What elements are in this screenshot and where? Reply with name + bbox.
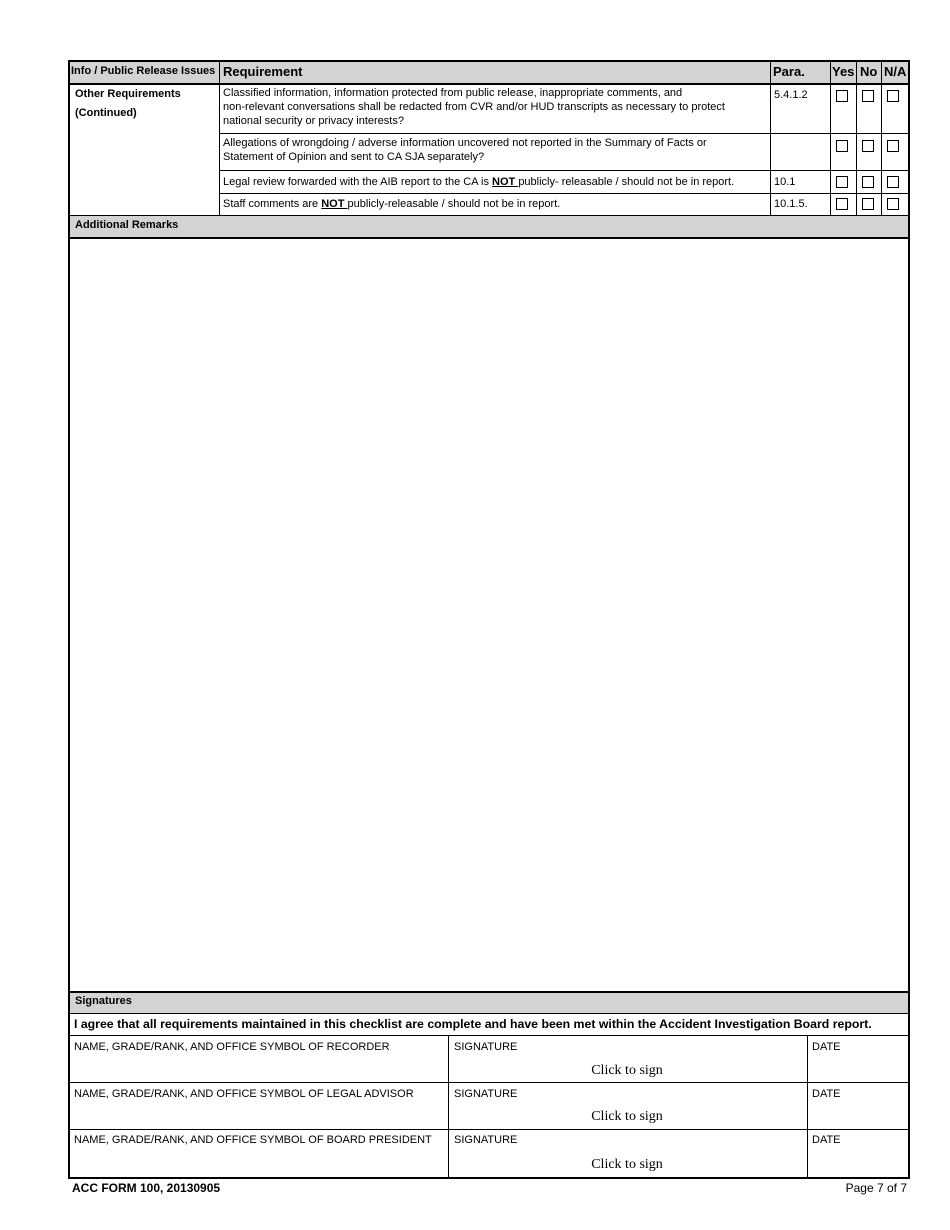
recorder-sign-field[interactable]: Click to sign: [591, 1063, 663, 1078]
header-para: Para.: [773, 64, 805, 79]
requirement-text-end: publicly-releasable / should not be in report.: [347, 198, 561, 210]
requirement-line: non-relevant conversations shall be redacted from CVR and/or HUD transcripts as necessary to protect: [223, 101, 725, 113]
na-checkbox[interactable]: [887, 140, 899, 152]
no-checkbox[interactable]: [862, 198, 874, 210]
row-divider: [219, 133, 908, 134]
yes-checkbox[interactable]: [836, 140, 848, 152]
remarks-textarea[interactable]: [70, 239, 908, 991]
no-checkbox[interactable]: [862, 90, 874, 102]
header-info: Info / Public Release Issues: [71, 65, 216, 77]
yes-checkbox[interactable]: [836, 90, 848, 102]
legal-advisor-sign-field[interactable]: Click to sign: [591, 1109, 663, 1124]
legal-advisor-name-label: NAME, GRADE/RANK, AND OFFICE SYMBOL OF LEGAL ADVISOR: [74, 1088, 414, 1100]
requirement-line: Statement of Opinion and sent to CA SJA separately?: [223, 151, 485, 163]
requirement-text: [223, 176, 734, 190]
na-checkbox[interactable]: [887, 90, 899, 102]
signatures-header: [70, 993, 908, 1013]
date-label: DATE: [812, 1041, 841, 1053]
requirement-line: Classified information, information protected from public release, inappropriate comments, and: [223, 87, 683, 99]
signatures-divider: [70, 1082, 908, 1083]
requirement-text-start: Staff comments are: [223, 198, 322, 210]
board-president-sign-field[interactable]: Click to sign: [591, 1157, 663, 1172]
na-checkbox[interactable]: [887, 198, 899, 210]
requirement-text: [223, 198, 560, 212]
signatures-divider: [70, 1035, 908, 1036]
header-divider: [70, 83, 908, 85]
na-checkbox[interactable]: [887, 176, 899, 188]
remarks-title: Additional Remarks: [75, 219, 179, 231]
signatures-title: Signatures: [75, 995, 132, 1007]
header-yes: Yes: [832, 64, 855, 79]
para-value: 5.4.1.2: [774, 89, 808, 101]
yes-checkbox[interactable]: [836, 198, 848, 210]
requirement-emphasis: NOT: [492, 176, 519, 188]
requirement-text-start: Legal review forwarded with the AIB report to the CA is: [223, 176, 493, 188]
agreement-statement: I agree that all requirements maintained in this checklist are complete and have been met within the Accident Investigation Board report.: [74, 1017, 872, 1031]
requirement-line: Allegations of wrongdoing / adverse information uncovered not reported in the Summary of Facts or: [223, 137, 707, 149]
requirement-line: national security or privacy interests?: [223, 115, 404, 127]
remarks-header: [70, 216, 908, 237]
col-divider: [448, 1035, 449, 1177]
signatures-divider: [70, 1013, 908, 1014]
no-checkbox[interactable]: [862, 140, 874, 152]
requirement-emphasis: NOT: [321, 198, 348, 210]
signature-label: SIGNATURE: [454, 1088, 518, 1100]
para-value: 10.1: [774, 176, 796, 188]
col-divider: [807, 1035, 808, 1177]
row-divider: [219, 170, 908, 171]
no-checkbox[interactable]: [862, 176, 874, 188]
form-id: ACC FORM 100, 20130905: [72, 1181, 221, 1195]
signature-label: SIGNATURE: [454, 1041, 518, 1053]
date-label: DATE: [812, 1088, 841, 1100]
board-president-name-label: NAME, GRADE/RANK, AND OFFICE SYMBOL OF BOARD PRESIDENT: [74, 1134, 432, 1146]
header-no: No: [860, 64, 878, 79]
header-na: N/A: [884, 64, 907, 79]
para-value: 10.1.5.: [774, 198, 808, 210]
section-subtitle: (Continued): [75, 107, 137, 119]
header-requirement: Requirement: [223, 64, 303, 79]
page-number: Page 7 of 7: [845, 1181, 907, 1195]
requirement-text-end: publicly- releasable / should not be in report.: [518, 176, 735, 188]
signatures-divider: [70, 1129, 908, 1130]
signature-label: SIGNATURE: [454, 1134, 518, 1146]
yes-checkbox[interactable]: [836, 176, 848, 188]
recorder-name-label: NAME, GRADE/RANK, AND OFFICE SYMBOL OF RECORDER: [74, 1041, 390, 1053]
row-divider: [219, 193, 908, 194]
date-label: DATE: [812, 1134, 841, 1146]
section-title: Other Requirements: [75, 88, 181, 100]
